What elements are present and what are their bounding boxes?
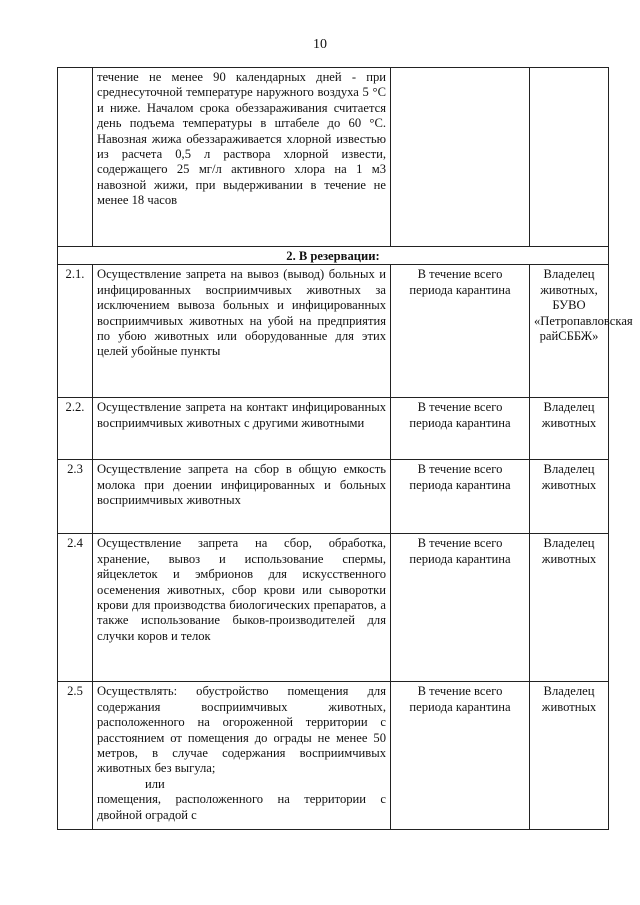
section-title: 2. В резервации: (58, 247, 609, 265)
row-number: 2.2. (58, 398, 93, 460)
table-row (58, 68, 609, 247)
row-description: Осуществление запрета на сбор в общую емкость молока при доении инфицированных и больных восприимчивых животных (93, 460, 391, 534)
row-description: течение не менее 90 календарных дней - при среднесуточной температуре наружного воздуха 5 °С и ниже. Началом срока обеззараживания считается день подъема температуры в штабеле до 60 °С. Навозная жижа обеззараживается хлорной известью из расчета 0,5 л раствора хлорной извести, содержащего 25 мг/л активного хлора на 1 м3 навозной жижи, при выдерживании в течение не менее 18 часов (93, 68, 391, 247)
row-responsible: Владелец животных (530, 534, 609, 682)
row-term: В течение всего периода карантина (391, 534, 530, 682)
table-row (58, 534, 609, 682)
section-row (58, 247, 609, 265)
row-description: Осуществление запрета на сбор, обработка, хранение, вывоз и использование спермы, яйцеклеток и эмбрионов для искусственного осеменения животных, сбор крови или сыворотки крови для производства биологических препаратов, а также использование быков-производителей для случки коров и телок (93, 534, 391, 682)
row-responsible: Владелец животных, БУВО «Петропавловская райСББЖ» (530, 265, 609, 398)
row-term: В течение всего периода карантина (391, 398, 530, 460)
page-number: 10 (313, 37, 327, 52)
row-number: 2.3 (58, 460, 93, 534)
row-description (93, 682, 391, 830)
row-number: 2.4 (58, 534, 93, 682)
row-term (391, 68, 530, 247)
row-description: Осуществление запрета на вывоз (вывод) больных и инфицированных восприимчивых животных за исключением вывоза больных и инфицированных восприимчивых животных на убой на предприятия по убою животных или оборудованные для этих целей убойные пункты (93, 265, 391, 398)
description-or: или (145, 776, 165, 791)
row-responsible: Владелец животных (530, 682, 609, 830)
table-row (58, 460, 609, 534)
table-row (58, 265, 609, 398)
row-description: Осуществление запрета на контакт инфицированных восприимчивых животных с другими животными (93, 398, 391, 460)
row-number-cell (58, 68, 93, 247)
row-term: В течение всего периода карантина (391, 682, 530, 830)
measures-table (57, 67, 633, 830)
row-number: 2.5 (58, 682, 93, 830)
row-term: В течение всего периода карантина (391, 460, 530, 534)
table-row (58, 398, 609, 460)
description-part-2: помещения, расположенного на территории с двойной оградой с (97, 792, 386, 822)
row-term: В течение всего периода карантина (391, 265, 530, 398)
row-number: 2.1. (58, 265, 93, 398)
row-responsible: Владелец животных (530, 398, 609, 460)
row-responsible (530, 68, 609, 247)
row-responsible: Владелец животных (530, 460, 609, 534)
table-row (58, 682, 609, 830)
description-part-1: Осуществлять: обустройство помещения для содержания восприимчивых животных, расположенного на огороженной территории с расстоянием от помещения до ограды не менее 50 метров, в случае содержания восприимчивых животных без выгула; (97, 684, 386, 776)
